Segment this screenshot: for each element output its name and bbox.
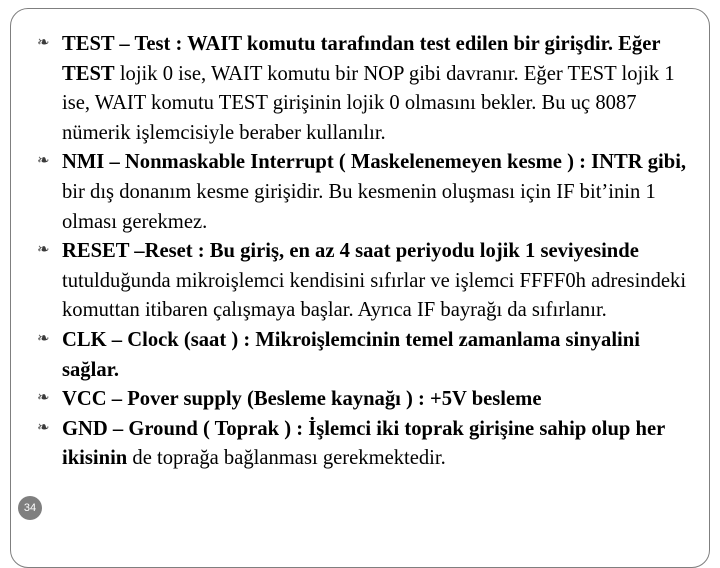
bullet-test-bold: TEST – Test : WAIT komutu tarafından test edilen bir girişdir. Eğer TEST <box>62 33 661 85</box>
slide-content <box>12 30 702 474</box>
bullet-reset-bold: RESET –Reset : Bu giriş, en az 4 saat periyodu lojik 1 seviyesinde <box>62 240 639 263</box>
page-number-badge: 34 <box>18 496 42 520</box>
bullet-icon: ❧ <box>37 419 50 436</box>
bullet-nmi-bold: NMI – Nonmaskable Interrupt ( Maskelenemeyen kesme ) : INTR gibi, <box>62 151 687 174</box>
bullet-test-text: lojik 0 ise, WAIT komutu bir NOP gibi davranır. Eğer TEST lojik 1 ise, WAIT komutu TEST girişinin lojik 0 olmasını bekler. Bu uç 8087 nümerik işlemcisiyle beraber kullanılır. <box>62 62 675 144</box>
bullet-vcc-bold: VCC – Pover supply (Besleme kaynağı ) : +5V besleme <box>62 388 542 411</box>
bullet-nmi <box>12 148 702 237</box>
bullet-icon: ❧ <box>37 153 50 170</box>
bullet-reset-text: tutulduğunda mikroişlemci kendisini sıfırlar ve işlemci FFFF0h adresindeki komuttan itibaren çalışmaya başlar. Ayrıca IF bayrağı da sıfırlanır. <box>62 269 687 322</box>
bullet-icon: ❧ <box>37 35 50 51</box>
bullet-vcc <box>12 385 702 415</box>
bullet-clk <box>12 326 702 385</box>
bullet-gnd-text: de toprağa bağlanması gerekmektedir. <box>127 447 446 470</box>
bullet-test <box>12 30 702 148</box>
bullet-icon: ❧ <box>37 242 50 259</box>
bullet-gnd <box>12 415 702 474</box>
bullet-reset <box>12 237 702 326</box>
bullet-nmi-text: bir dış donanım kesme girişidir. Bu kesmenin oluşması için IF bit’inin 1 olması gerekmez. <box>62 180 656 233</box>
bullet-gnd-bold: GND – Ground ( Toprak ) : İşlemci iki toprak girişine sahip olup her ikisinin <box>62 417 665 470</box>
bullet-icon: ❧ <box>37 390 50 407</box>
bullet-clk-bold: CLK – Clock (saat ) : Mikroişlemcinin temel zamanlama sinyalini sağlar. <box>62 328 640 381</box>
bullet-icon: ❧ <box>37 330 50 347</box>
